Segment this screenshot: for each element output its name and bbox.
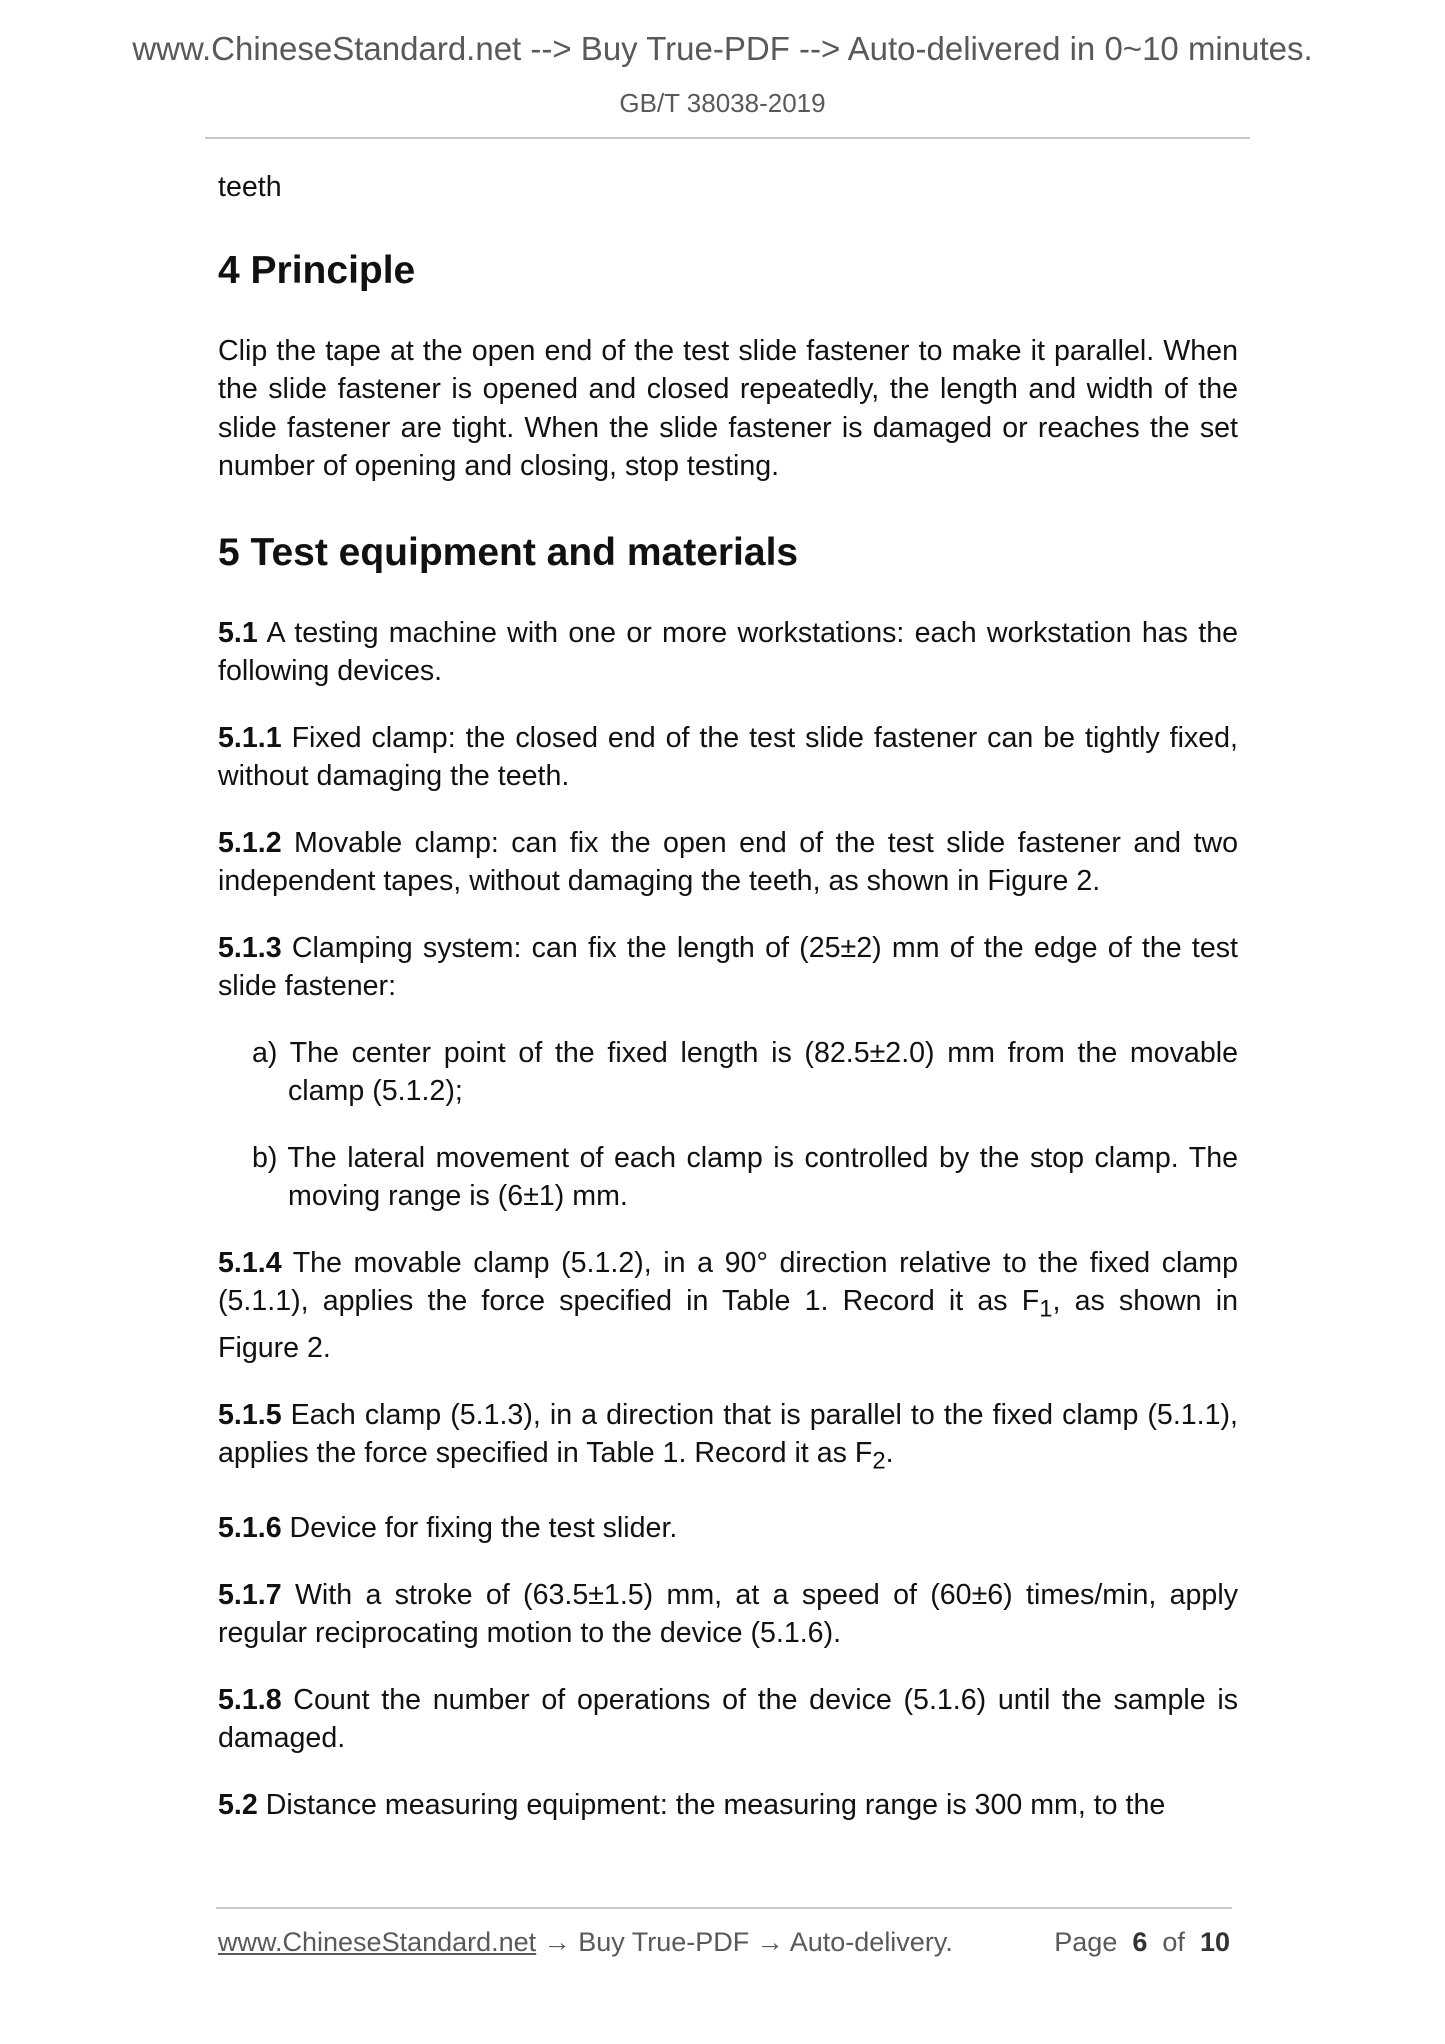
header-divider [205, 137, 1250, 139]
clause-number: 5.2 [218, 1788, 258, 1821]
clause-text: Each clamp (5.1.3), in a direction that is parallel to the fixed clamp (5.1.1), applies the force specified in Table 1. Record it as F [218, 1398, 1238, 1470]
footer-tagline: → Buy True-PDF → Auto-delivery. [536, 1927, 953, 1957]
subscript: 1 [1039, 1295, 1053, 1323]
clause-5-1-1 [218, 719, 1238, 796]
clause-text: The movable clamp (5.1.2), in a 90° direction relative to the fixed clamp (5.1.1), applies the force specified in Table 1. Record it as F [218, 1246, 1238, 1317]
document-code: GB/T 38038-2019 [619, 88, 826, 118]
clause-5-1-4 [218, 1244, 1238, 1368]
clause-number: 5.1.1 [218, 721, 282, 754]
clause-number: 5.1.2 [218, 826, 282, 859]
page-number: 6 [1132, 1927, 1148, 1957]
clause-number: 5.1.6 [218, 1512, 282, 1545]
clause-text: . [885, 1437, 894, 1470]
clause-text: With a stroke of (63.5±1.5) mm, at a speed of (60±6) times/min, apply regular reciprocating motion to the device (5.1.6). [218, 1578, 1238, 1650]
footer-divider [216, 1907, 1232, 1909]
list-item-a: a) The center point of the fixed length is (82.5±2.0) mm from the movable clamp (5.1.2); [252, 1036, 1238, 1107]
clause-number: 5.1.5 [218, 1398, 282, 1431]
clause-5-1 [218, 614, 1238, 691]
section-5-heading: 5 Test equipment and materials [218, 530, 799, 574]
clause-number: 5.1.3 [218, 931, 282, 964]
clause-text: Distance measuring equipment: the measuring range is 300 mm, to the [257, 1788, 1166, 1821]
clause-5-2 [218, 1786, 1238, 1825]
of-label: of [1162, 1927, 1185, 1957]
clause-number: 5.1.4 [218, 1246, 282, 1279]
clause-5-1-7 [218, 1576, 1238, 1653]
clause-text: Fixed clamp: the closed end of the test slide fastener can be tightly fixed, without damaging the teeth. [218, 721, 1238, 792]
page-label: Page [1054, 1927, 1118, 1957]
list-item-b: b) The lateral movement of each clamp is controlled by the stop clamp. The moving range is (6±1) mm. [252, 1141, 1238, 1212]
clause-number: 5.1 [218, 616, 258, 649]
clause-5-1-3 [218, 929, 1238, 1006]
clause-5-1-6 [218, 1509, 1238, 1548]
site-link[interactable]: www.ChineseStandard.net [218, 1927, 537, 1957]
carryover-text: teeth [218, 171, 282, 203]
page-total: 10 [1199, 1927, 1230, 1957]
section-4-heading: 4 Principle [218, 248, 416, 292]
clause-number: 5.1.8 [218, 1683, 282, 1716]
page-indicator [1054, 1927, 1230, 1958]
clause-number: 5.1.7 [218, 1578, 282, 1611]
section-4-paragraph: Clip the tape at the open end of the test slide fastener to make it parallel. When the slide fastener is opened and closed repeatedly, the length and width of the slide fastener are tight. When the slide fastener is damaged or reaches the set number of opening and closing, stop testing. [218, 334, 1238, 482]
page-footer [218, 1927, 1230, 1967]
clause-text: Device for fixing the test slider. [281, 1512, 678, 1545]
clause-5-1-5 [218, 1396, 1238, 1482]
clause-5-1-2 [218, 824, 1238, 901]
clause-5-1-8 [218, 1681, 1238, 1758]
document-body [218, 168, 1238, 1824]
clause-text: Movable clamp: can fix the open end of the test slide fastener and two independent tapes, without damaging the teeth, as shown in Figure 2. [218, 826, 1238, 897]
clause-text: , as shown in Figure 2. [218, 1285, 1238, 1365]
clause-text: A testing machine with one or more workstations: each workstation has the following devices. [218, 616, 1238, 687]
top-banner: www.ChineseStandard.net --> Buy True-PDF --> Auto-delivered in 0~10 minutes. [132, 30, 1313, 67]
subscript: 2 [872, 1447, 886, 1475]
clause-text: Clamping system: can fix the length of (25±2) mm of the edge of the test slide fastener: [218, 931, 1238, 1002]
clause-text: Count the number of operations of the device (5.1.6) until the sample is damaged. [218, 1683, 1238, 1755]
